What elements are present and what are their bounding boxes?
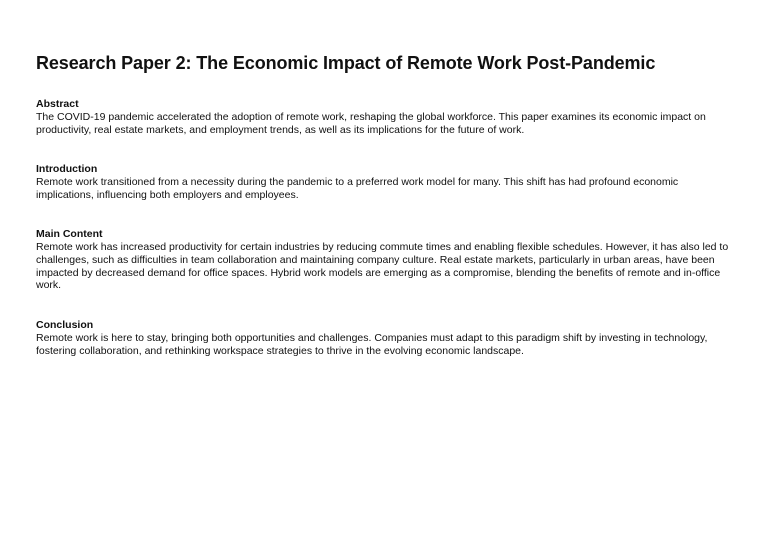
page-title: Research Paper 2: The Economic Impact of Remote Work Post-Pandemic <box>36 53 656 73</box>
section-heading-introduction: Introduction <box>36 163 98 175</box>
section-main-content <box>36 228 736 292</box>
section-heading-abstract: Abstract <box>36 98 79 110</box>
section-body-introduction: Remote work transitioned from a necessity during the pandemic to a preferred work model for many. This shift has had profound economic implications, influencing both employers and employees. <box>36 176 679 201</box>
section-abstract <box>36 98 736 137</box>
section-conclusion <box>36 319 736 358</box>
section-heading-conclusion: Conclusion <box>36 319 94 331</box>
section-body-main-content: Remote work has increased productivity for certain industries by reducing commute times and enabling flexible schedules. However, it has also led to challenges, such as difficulties in team collaboration and maintaining company culture. Real estate markets, particularly in urban areas, have been impacted by decreased demand for office spaces. Hybrid work models are emerging as a compromise, blending the benefits of remote and in-office work. <box>36 241 729 292</box>
section-body-conclusion: Remote work is here to stay, bringing both opportunities and challenges. Companies must adapt to this paradigm shift by investing in technology, fostering collaboration, and rethinking workspace strategies to thrive in the evolving economic landscape. <box>36 332 708 357</box>
section-heading-main-content: Main Content <box>36 228 103 240</box>
section-introduction <box>36 163 736 202</box>
section-body-abstract: The COVID-19 pandemic accelerated the adoption of remote work, reshaping the global workforce. This paper examines its economic impact on productivity, real estate markets, and employment trends, as well as its implications for the future of work. <box>36 111 706 136</box>
